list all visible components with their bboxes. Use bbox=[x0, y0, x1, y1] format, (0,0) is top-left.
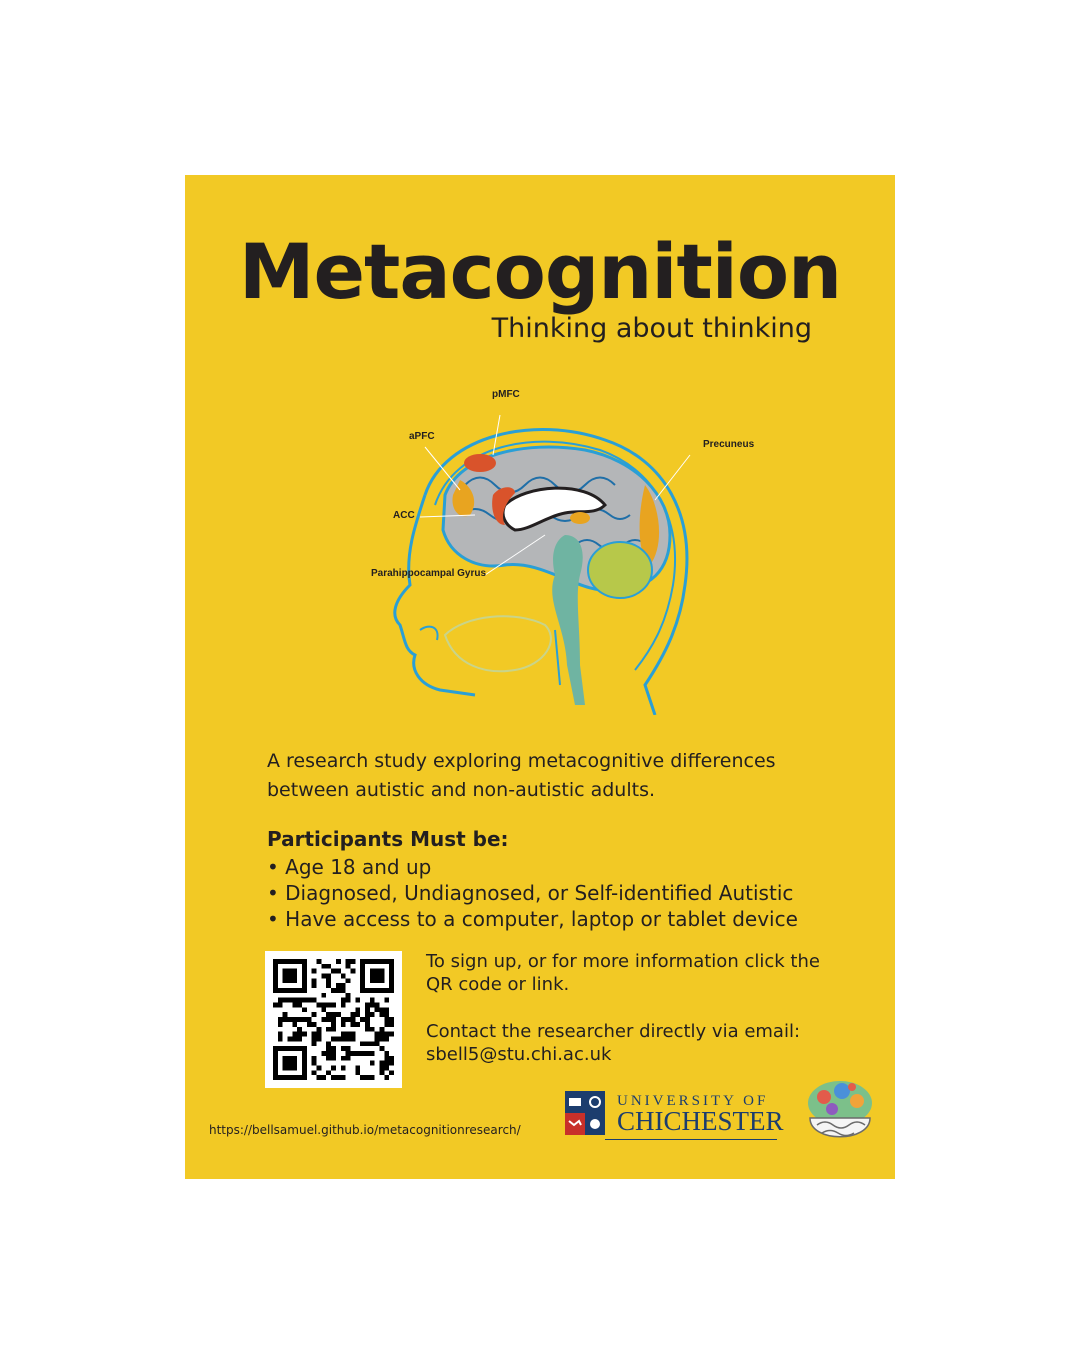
requirement-item: • Age 18 and up bbox=[267, 855, 432, 879]
qr-code[interactable] bbox=[265, 951, 402, 1088]
signup-text: To sign up, or for more information click the QR code or link. bbox=[426, 951, 820, 995]
poster-subtitle: Thinking about thinking bbox=[491, 313, 812, 344]
label-parahippocampal: Parahippocampal Gyrus bbox=[371, 568, 487, 579]
contact-block bbox=[426, 1020, 846, 1066]
study-intro: A research study exploring metacognitive differences between autistic and non-autistic adults. bbox=[267, 750, 776, 801]
study-url-link[interactable]: https://bellsamuel.github.io/metacognitionresearch/ bbox=[209, 1123, 521, 1137]
label-precuneus: Precuneus bbox=[703, 439, 755, 450]
label-apfc: aPFC bbox=[409, 431, 435, 442]
requirements-list bbox=[267, 854, 798, 932]
requirement-item: • Diagnosed, Undiagnosed, or Self-identified Autistic bbox=[267, 881, 794, 905]
label-pmfc: pMFC bbox=[492, 389, 520, 400]
email-link[interactable]: sbell5@stu.chi.ac.uk bbox=[426, 1044, 612, 1065]
logo-rule bbox=[605, 1139, 777, 1140]
poster-title: Metacognition bbox=[238, 227, 842, 316]
university-logo bbox=[565, 1087, 784, 1145]
university-name-line2: CHICHESTER bbox=[617, 1106, 784, 1136]
brain-illustration bbox=[365, 385, 755, 715]
university-name-line1: UNIVERSITY OF bbox=[617, 1093, 769, 1109]
label-acc: ACC bbox=[393, 510, 415, 521]
requirements-heading: Participants Must be: bbox=[267, 827, 509, 851]
contact-text: Contact the researcher directly via email: bbox=[426, 1021, 801, 1042]
brain-emblem-icon bbox=[802, 1073, 878, 1153]
requirement-item: • Have access to a computer, laptop or tablet device bbox=[267, 907, 798, 931]
poster bbox=[185, 175, 895, 1179]
crest-icon bbox=[565, 1091, 605, 1139]
